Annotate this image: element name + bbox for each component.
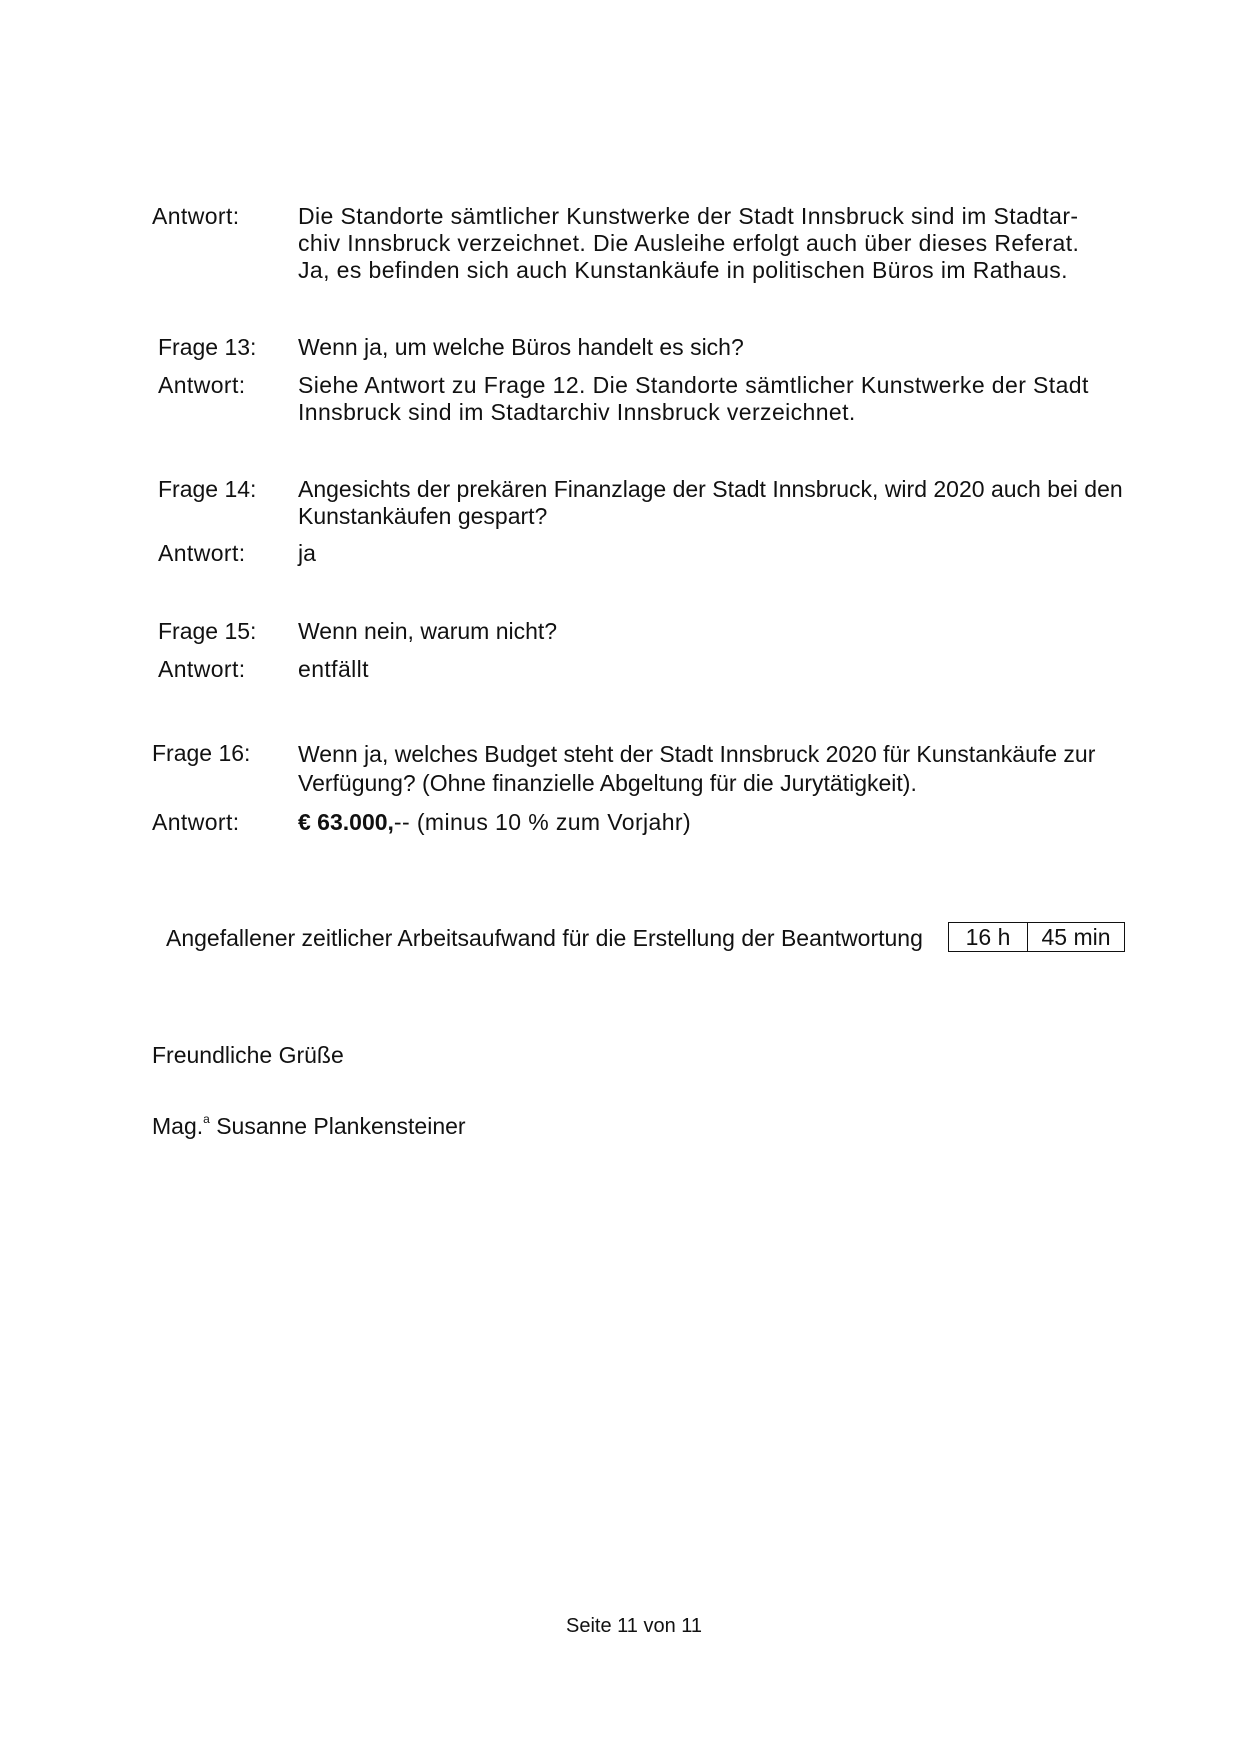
answer-16-label: Antwort: [152, 809, 240, 835]
answer-15-text [298, 656, 1128, 683]
question-14-label: Frage 14: [158, 476, 257, 502]
page-number: Seite 11 von 11 [566, 1615, 703, 1637]
answer-12-text [298, 203, 1128, 284]
question-13-label: Frage 13: [158, 334, 257, 360]
budget-amount: € 63.000, [298, 809, 394, 835]
question-14-line-2: Kunstankäufen gespart? [298, 503, 548, 529]
answer-12-label: Antwort: [152, 203, 240, 229]
answer-12-line-3: Ja, es befinden sich auch Kunstankäufe in politischen Büros im Rathaus. [298, 257, 1068, 283]
closing-greeting: Freundliche Grüße [152, 1042, 344, 1068]
budget-note: -- (minus 10 % zum Vorjahr) [393, 809, 692, 835]
effort-minutes: 45 min [1041, 924, 1111, 950]
question-13-text [298, 334, 1128, 361]
question-14-text [298, 476, 1138, 530]
answer-13-line-1: Siehe Antwort zu Frage 12. Die Standorte sämtlicher Kunstwerke der Stadt [298, 372, 1089, 398]
answer-15-line-1: entfällt [298, 656, 369, 682]
question-13-line-1: Wenn ja, um welche Büros handelt es sich? [298, 334, 744, 360]
answer-14-line-1: ja [298, 540, 316, 566]
answer-16-text [298, 809, 1128, 836]
answer-12-line-1: Die Standorte sämtlicher Kunstwerke der Stadt Innsbruck sind im Stadtar- [298, 203, 1079, 229]
answer-15-label: Antwort: [158, 656, 246, 682]
signatory-name-line [152, 1113, 466, 1140]
answer-14-label: Antwort: [158, 540, 246, 566]
question-15-label: Frage 15: [158, 618, 257, 644]
question-16-text [298, 740, 1128, 798]
effort-hours: 16 h [949, 923, 1028, 951]
signatory-name: Susanne Plankensteiner [216, 1113, 466, 1139]
question-14-line-1: Angesichts der prekären Finanzlage der Stadt Innsbruck, wird 2020 auch bei den [298, 476, 1123, 502]
question-15-line-1: Wenn nein, warum nicht? [298, 618, 558, 644]
question-16-line-2: Verfügung? (Ohne finanzielle Abgeltung für die Jurytätigkeit). [298, 770, 917, 796]
question-16-line-1: Wenn ja, welches Budget steht der Stadt Innsbruck 2020 für Kunstankäufe zur [298, 741, 1096, 767]
question-15-text [298, 618, 1128, 645]
question-16-label: Frage 16: [152, 740, 251, 766]
answer-12-line-2: chiv Innsbruck verzeichnet. Die Ausleihe erfolgt auch über dieses Referat. [298, 230, 1080, 256]
effort-table [948, 922, 1125, 952]
answer-14-text [298, 540, 1128, 567]
signatory-title-sup: a [203, 1112, 210, 1127]
effort-label: Angefallener zeitlicher Arbeitsaufwand für die Erstellung der Beantwortung [166, 925, 923, 951]
answer-13-line-2: Innsbruck sind im Stadtarchiv Innsbruck verzeichnet. [298, 399, 856, 425]
signatory-title: Mag. [152, 1113, 204, 1139]
answer-13-label: Antwort: [158, 372, 246, 398]
answer-13-text [298, 372, 1128, 426]
